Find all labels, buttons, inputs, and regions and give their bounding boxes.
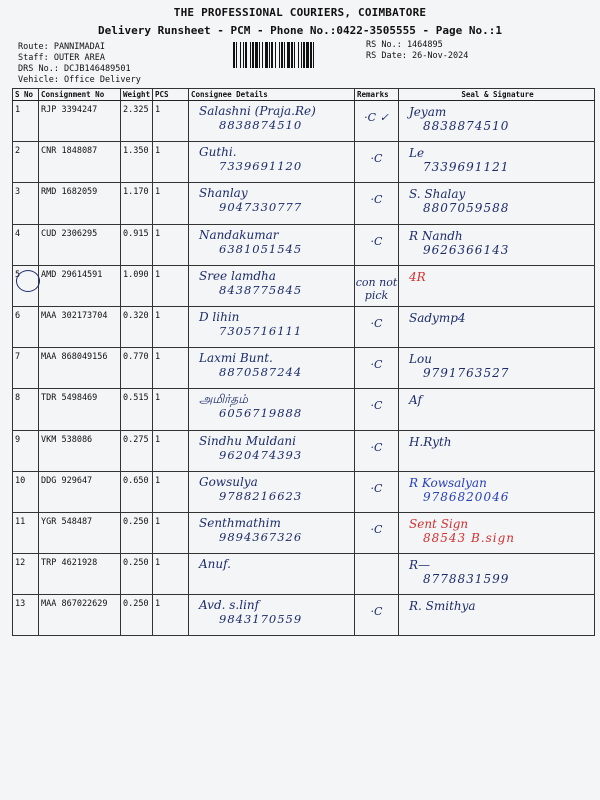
drs-field: DRS No.: DCJB146489501 [18, 64, 131, 74]
cell-remarks [355, 306, 399, 347]
runsheet-table [12, 88, 595, 636]
consignee-name: D lihin [199, 309, 240, 324]
cell-pcs: 1 [153, 389, 189, 430]
cell-consignee [189, 430, 355, 471]
cell-sno [13, 389, 39, 430]
remark-text: ·C [370, 481, 383, 495]
sno-text: 2 [15, 146, 21, 157]
cell-consignment: RJP 3394247 [39, 101, 121, 142]
signature-phone: 8838874510 [423, 119, 510, 133]
staff-field: Staff: OUTER AREA [18, 53, 105, 63]
signature: Jeyam [409, 105, 447, 119]
consignee-name: Shanlay [199, 186, 248, 201]
signature-phone: 9626366143 [423, 242, 510, 257]
cell-remarks [355, 554, 399, 595]
cell-pcs: 1 [153, 348, 189, 389]
col-pcs: PCS [153, 89, 189, 101]
col-weight: Weight [121, 89, 153, 101]
cell-pcs: 1 [153, 595, 189, 636]
remark-text: ·C ✓ [364, 111, 389, 124]
cell-consignee [189, 554, 355, 595]
signature: H.Ryth [409, 434, 452, 449]
cell-seal [399, 389, 595, 430]
cell-consignment: DDG 929647 [39, 471, 121, 512]
cell-consignment: AMD 29614591 [39, 265, 121, 306]
table-row [13, 389, 595, 430]
consignee-name: Laxmi Bunt. [199, 351, 273, 366]
cell-seal [399, 224, 595, 265]
sno-text: 5 [15, 269, 21, 280]
signature-phone: 88543 B.sign [423, 530, 516, 545]
remark-text: con not pick [355, 275, 398, 302]
cell-consignee [189, 265, 355, 306]
consignee-phone: 8870587244 [219, 365, 303, 380]
cell-consignee [189, 512, 355, 553]
cell-sno [13, 471, 39, 512]
cell-weight: 0.250 [121, 595, 153, 636]
cell-remarks [355, 389, 399, 430]
sno-text: 1 [15, 105, 21, 115]
consignee-name: Gowsulya [199, 474, 258, 489]
remark-text: ·C [370, 316, 383, 330]
cell-sno [13, 512, 39, 553]
signature-phone: 9791763527 [423, 366, 510, 381]
cell-weight: 0.515 [121, 389, 153, 430]
cell-consignment: MAA 867022629 [39, 595, 121, 636]
remark-text: ·C [370, 522, 383, 536]
cell-consignment: MAA 302173704 [39, 306, 121, 347]
table-row [13, 224, 595, 265]
cell-consignee [189, 595, 355, 636]
signature: R Nandh [409, 228, 463, 243]
signature-phone: 8807059588 [423, 201, 510, 216]
table-row [13, 471, 595, 512]
signature: Sent Sign [409, 516, 469, 531]
cell-sno [13, 595, 39, 636]
cell-pcs: 1 [153, 101, 189, 142]
signature: R Kowsalyan [409, 475, 487, 490]
route-field: Route: PANNIMADAI [18, 42, 105, 52]
cell-seal [399, 554, 595, 595]
table-row [13, 101, 595, 142]
cell-sno [13, 101, 39, 142]
cell-consignee [189, 183, 355, 224]
sno-text: 4 [15, 228, 21, 239]
signature: R— [409, 558, 431, 573]
vehicle-field: Vehicle: Office Delivery [18, 75, 141, 85]
signature: R. Smithya [409, 599, 476, 614]
col-consignment: Consignment No [39, 89, 121, 101]
consignee-phone: 6381051545 [219, 241, 303, 256]
cell-remarks [355, 224, 399, 265]
cell-consignee [189, 348, 355, 389]
cell-consignment: TDR 5498469 [39, 389, 121, 430]
cell-consignee [189, 224, 355, 265]
cell-sno [13, 142, 39, 183]
cell-seal [399, 306, 595, 347]
cell-weight: 0.770 [121, 348, 153, 389]
table-row [13, 512, 595, 553]
table-header [13, 89, 595, 101]
remark-text: ·C [370, 358, 383, 372]
remark-text: ·C [370, 399, 383, 413]
cell-remarks [355, 183, 399, 224]
remark-text: ·C [370, 152, 383, 166]
cell-remarks [355, 471, 399, 512]
cell-consignment: CUD 2306295 [39, 224, 121, 265]
cell-pcs: 1 [153, 306, 189, 347]
cell-consignment: RMD 1682059 [39, 183, 121, 224]
circle-mark [16, 270, 40, 292]
consignee-name: அமிர்தம் [199, 392, 248, 407]
cell-remarks [355, 595, 399, 636]
cell-consignee [189, 389, 355, 430]
sno-text: 9 [15, 434, 21, 445]
cell-sno [13, 183, 39, 224]
cell-consignment: TRP 4621928 [39, 554, 121, 595]
consignee-name: Salashni (Praja.Re) [199, 104, 316, 118]
cell-sno [13, 554, 39, 595]
table-row [13, 265, 595, 306]
col-remarks: Remarks [355, 89, 399, 101]
consignee-phone: 9843170559 [219, 612, 303, 627]
consignee-name: Anuf. [199, 557, 231, 572]
cell-seal [399, 595, 595, 636]
rs-number: RS No.: 1464895 [366, 40, 443, 50]
consignee-phone: 9788216623 [219, 488, 303, 503]
cell-weight: 0.915 [121, 224, 153, 265]
cell-seal [399, 183, 595, 224]
cell-consignment: YGR 548487 [39, 512, 121, 553]
cell-seal [399, 512, 595, 553]
sno-text: 10 [15, 475, 26, 486]
cell-consignment: VKM 538086 [39, 430, 121, 471]
cell-sno [13, 265, 39, 306]
consignee-name: Guthi. [199, 145, 237, 160]
cell-seal [399, 471, 595, 512]
signature: 4R [409, 269, 426, 284]
cell-pcs: 1 [153, 183, 189, 224]
col-consignee: Consignee Details [189, 89, 355, 101]
table-row [13, 142, 595, 183]
cell-sno [13, 224, 39, 265]
cell-pcs: 1 [153, 430, 189, 471]
consignee-phone: 8438775845 [219, 282, 303, 297]
remark-text: ·C [370, 193, 383, 207]
cell-weight: 0.275 [121, 430, 153, 471]
barcode-bar [314, 42, 316, 68]
cell-remarks [355, 512, 399, 553]
consignee-phone: 9047330777 [219, 200, 303, 215]
consignee-name: Sree lamdha [199, 268, 276, 283]
cell-consignee [189, 471, 355, 512]
cell-pcs: 1 [153, 265, 189, 306]
meta-left [18, 42, 141, 86]
cell-seal [399, 430, 595, 471]
rs-date: RS Date: 26-Nov-2024 [366, 51, 469, 61]
cell-seal [399, 265, 595, 306]
cell-seal [399, 142, 595, 183]
cell-pcs: 1 [153, 512, 189, 553]
cell-pcs: 1 [153, 471, 189, 512]
col-sno: S No [13, 89, 39, 101]
table-row [13, 348, 595, 389]
sno-text: 13 [15, 599, 26, 610]
consignee-phone: 9894367326 [219, 529, 303, 544]
signature-phone: 7339691121 [423, 160, 510, 175]
cell-weight: 0.250 [121, 512, 153, 553]
cell-consignment: CNR 1848087 [39, 142, 121, 183]
cell-consignment: MAA 868049156 [39, 348, 121, 389]
cell-weight: 1.350 [121, 142, 153, 183]
cell-remarks [355, 265, 399, 306]
table-row [13, 595, 595, 636]
consignee-name: Nandakumar [199, 227, 279, 242]
consignee-phone: 7339691120 [219, 159, 303, 174]
cell-weight: 1.170 [121, 183, 153, 224]
table-row [13, 306, 595, 347]
cell-seal [399, 348, 595, 389]
cell-pcs: 1 [153, 142, 189, 183]
signature: Lou [409, 352, 432, 367]
signature: Af [409, 393, 422, 408]
cell-weight: 2.325 [121, 101, 153, 142]
cell-remarks [355, 430, 399, 471]
cell-weight: 1.090 [121, 265, 153, 306]
consignee-name: Senthmathim [199, 515, 281, 530]
col-seal: Seal & Signature [399, 89, 595, 101]
consignee-phone: 9620474393 [219, 447, 303, 462]
table-row [13, 183, 595, 224]
cell-sno [13, 348, 39, 389]
cell-remarks [355, 101, 399, 142]
cell-pcs: 1 [153, 554, 189, 595]
table-row [13, 554, 595, 595]
cell-consignee [189, 142, 355, 183]
cell-remarks [355, 142, 399, 183]
barcode [233, 42, 363, 68]
cell-weight: 0.250 [121, 554, 153, 595]
cell-sno [13, 430, 39, 471]
sno-text: 7 [15, 352, 21, 363]
signature-phone: 9786820046 [423, 489, 510, 504]
sno-text: 3 [15, 187, 21, 198]
cell-consignee [189, 101, 355, 142]
consignee-name: Avd. s.linf [199, 598, 260, 613]
consignee-phone: 8838874510 [219, 118, 303, 132]
remark-text: ·C [370, 605, 383, 619]
consignee-phone: 6056719888 [219, 406, 303, 421]
cell-weight: 0.320 [121, 306, 153, 347]
sheet-title: Delivery Runsheet - PCM - Phone No.:0422-3505555 - Page No.:1 [98, 24, 502, 37]
table-row [13, 430, 595, 471]
consignee-name: Sindhu Muldani [199, 433, 296, 448]
cell-seal [399, 101, 595, 142]
company-name: THE PROFESSIONAL COURIERS, COIMBATORE [173, 6, 427, 19]
consignee-phone: 7305716111 [219, 323, 303, 338]
sno-text: 11 [15, 516, 26, 527]
signature: Le [409, 146, 425, 161]
remark-text: ·C [370, 440, 383, 454]
cell-weight: 0.650 [121, 471, 153, 512]
sno-text: 6 [15, 310, 21, 321]
cell-remarks [355, 348, 399, 389]
cell-sno [13, 306, 39, 347]
signature: Sadymp4 [409, 310, 466, 325]
cell-pcs: 1 [153, 224, 189, 265]
remark-text: ·C [370, 234, 383, 248]
sno-text: 8 [15, 393, 21, 404]
signature-phone: 8778831599 [423, 572, 510, 587]
cell-consignee [189, 306, 355, 347]
signature: S. Shalay [409, 187, 466, 202]
sno-text: 12 [15, 558, 26, 569]
meta-right [366, 40, 468, 62]
